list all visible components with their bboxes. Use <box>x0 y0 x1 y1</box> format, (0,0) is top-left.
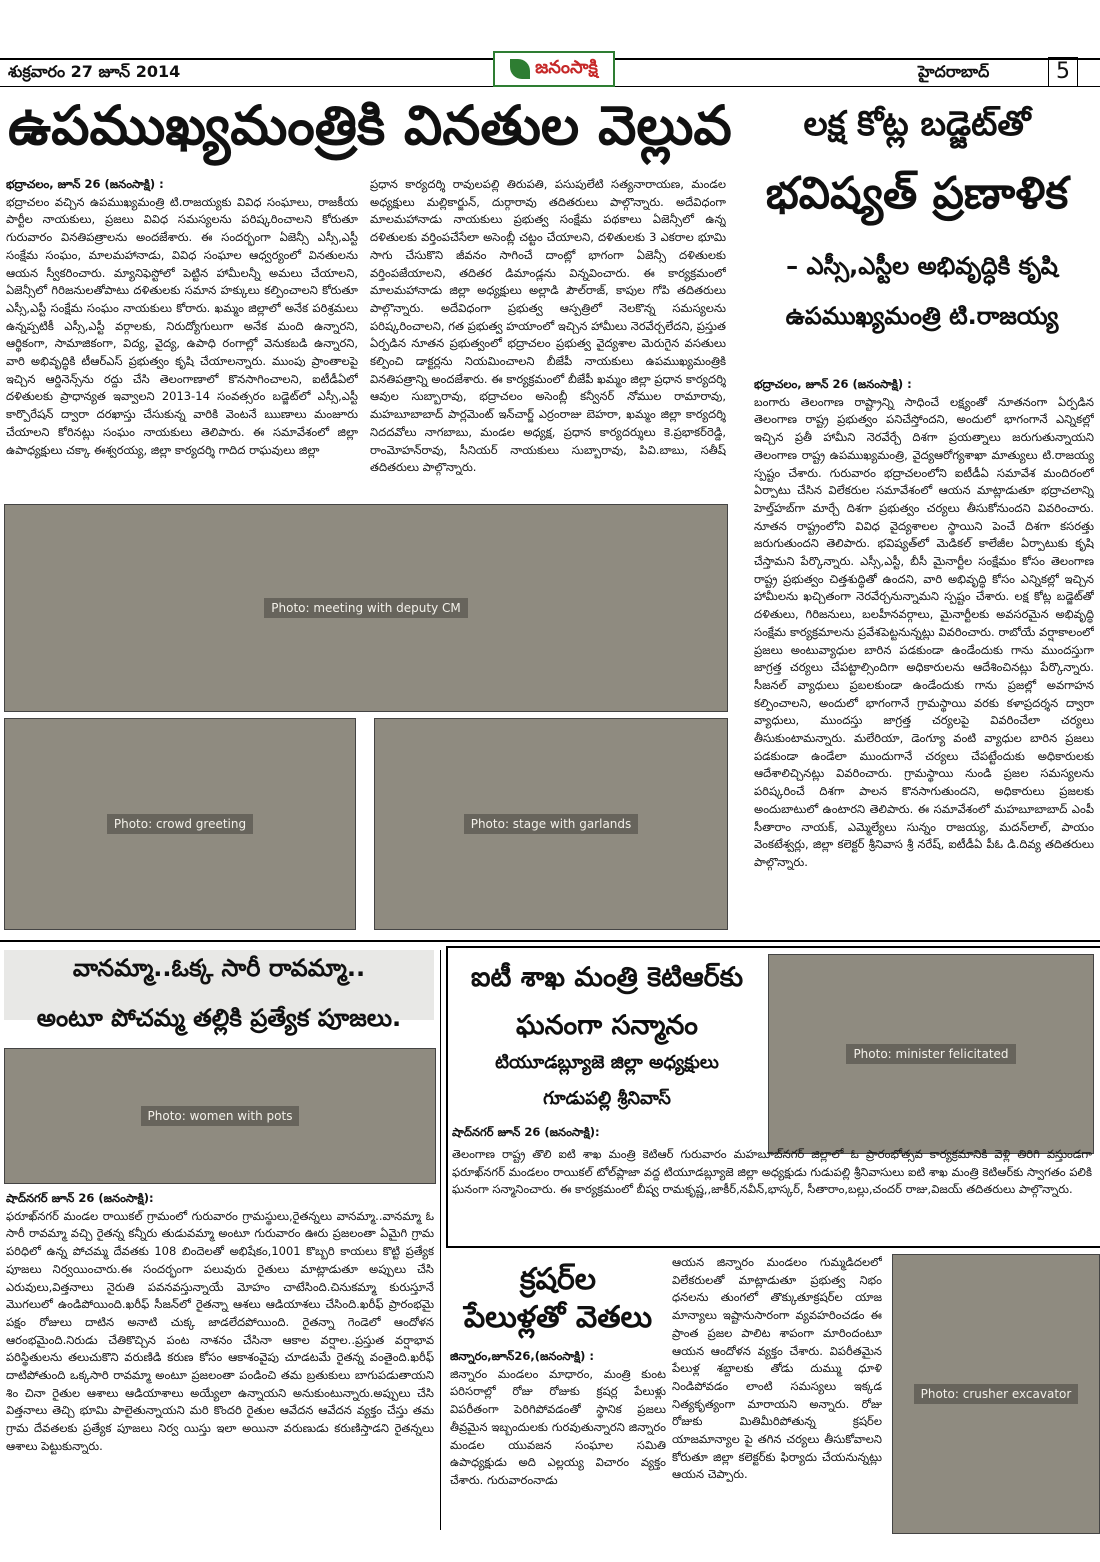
page-number: 5 <box>1048 57 1078 87</box>
ktr-headline-2: ఘనంగా సన్మానం <box>516 1010 698 1041</box>
bonalu-body-text: ఫరూఖ్‌నగర్ మండల రాయికల్ గ్రామంలో గురువారం గ్రామస్థులు,రైతన్నలు వానమ్మా..వానమ్మా ఓ సారీ రావమ్మా వచ్చి రైతన్న కన్నీరు తుడువమ్మా అంటూ గురువారం ఊరు ప్రజలంతా ఏమైగి గ్రామ పరిధిలో ఉన్న పోచమ్మ దేవతకు 108 బిందెలతో అభిషేకం,1001 కొబ్బరి కాయలు కొట్టి ప్రత్యేక పూజలు నిర్వయించారు.ఈ సందర్భంగా పలువురు రైతులు మాట్లాడుతూ అప్పులు చేసి ఎరువులు,విత్తనాలు నైరుతి పవనవస్తున్నాయే మోహం చాటేసింది.చినుకమ్మా కురుస్తూనే మొగలులో ఉండిపోయింది.ఖరీఫ్ సీజన్‌లో రైతన్నా ఆశలు ఆడియాశలు చేసింది.ఖరీఫ్ ప్రారంభమై పక్షం రోజులు దాటిన అనాటి చుక్క జాడలేదపోయింది. రైతన్నా గెండెలో ఆందోళన ఆరంభమైంది.నిరుడు చేతికొచ్చిన పంట నాశనం చేసినా ఆకాల వర్షాల..ప్రస్తుత వర్షాభావ పరిస్థితులను తలుచుకొని వరుణిడి కరుణ కోసం ఆకాశంవైపు చూడటమే రైతన్న వంతైంది.ఖరీఫ్ దాటిపోతుంది ఒక్కసారి రావమ్మా అంటూ ప్రజలంతా పండించి తమ బ్రతుకులు బాగుపడుతాయని శిం చినా రైతుల ఆశాలు ఆడియాశాలు అయ్యేలా ఉన్నాయని అనుకుంటున్నారు.అప్పులు చేసి విత్తనాలు తెచ్చి భూమి పాలైతున్నాయని మరి కొందరి రైతుల ఆవేదన ఆవేదన వ్యక్తం చేస్తు తమ గ్రామ దేవతలకు ప్రత్యేక పూజలు నిర్వ యిస్తు ఇలా అయినా వరుణుడు కరుణిస్తాడని రైతన్నలు ఆశాలు పెట్టుకున్నారు. <box>6 1208 434 1453</box>
side-headline-2: భవిష్యత్ ప్రణాళిక <box>765 168 1069 219</box>
lead-column-2 <box>370 176 726 494</box>
ktr-dateline: షాద్‌నగర్ జూన్ 26 (జనంసాక్షి): <box>452 1125 600 1139</box>
crusher-dateline: జిన్నారం,జూన్26,(జనంసాక్షి) : <box>450 1349 595 1363</box>
lead-col2-text: ప్రధాన కార్యదర్శి రావులపల్లి తిరుపతి, పసుపులేటి సత్యనారాయణ, మండల అధ్యక్షులు మల్లికార్జున్, దుర్గారావు తదితరులు పాల్గొన్నారు. అదేవిధంగా మాలమహానాడు నాయకులు ప్రభుత్వ సంక్షేమ పథకాలు ఏజెన్సీలో ఉన్న దళితులకు వర్తింపచేసేలా అసెంబ్లీ చట్టం చేయాలని, దళితులకు 3 ఎకరాల భూమి సాగు చేసుకొని జీవనం సాగించే దాంట్లో భాగంగా ఏజెన్సీ దళితులకు వర్తింపజేయాలని, తదితర డిమాండ్లను విన్నవించారు. ఈ కార్యక్రమంలో మాలమహానాడు జిల్లా అధ్యక్షులు అల్లాడి పౌల్‌రాజ్, కాపుల గోపి తదితరులు పాల్గొన్నారు. అదేవిధంగా ప్రభుత్వ ఆస్పత్రిలో నెలకొన్న సమస్యలను పరిష్కరించాలని, గత ప్రభుత్వ హయాంలో ఇచ్చిన హామీలు నెరవేర్చలేదని, ప్రస్తుత ఏర్పడిన నూతన ప్రభుత్వంలో భద్రాచలం ప్రభుత్వ వైద్యశాల మెరుగైన వసతులు కల్పించి డాక్టర్లను నియమించాలని బీజేపీ నాయకులు ఉపముఖ్యమంత్రికి వినతిపత్రాన్ని అందజేశారు. ఈ కార్యక్రమంలో బీజేపీ ఖమ్మం జిల్లా ప్రధాన కార్యదర్శి ఆవుల సుబ్బారావు, భద్రాచలం అసెంబ్లీ కన్వీనర్ నోముల రామారావు, మహబూబాబాద్ పార్లమెంట్ ఇన్‌చార్జ్ ఎర్రంరాజు బెహరా, ఖమ్మం జిల్లా కార్యదర్శి నిదదవోలు నాగబాబు, మండల అధ్యక్ష, ప్రధాన కార్యదర్శులు కె.ప్రభాకర్‌రెడ్డి, రాంమోహన్‌రావు, సీనియర్ నాయకులు సుబ్బారావు, పివి.బాబు, సతీష్ తదితరులు పాల్గొన్నారు. <box>370 177 726 475</box>
side-body-text: బంగారు తెలంగాణ రాష్ట్రాన్ని సాధించే లక్ష్యంతో నూతనంగా ఏర్పడిన తెలంగాణ రాష్ట్ర ప్రభుత్వం పనిచేస్తోందని, అందులో భాగంగానే ఎన్నికల్లో ఇచ్చిన ప్రతీ హామీని నెరవేర్చే దిశగా ప్రయత్నాలు జరుగుతున్నాయని తెలంగాణ రాష్ట్ర ఉపముఖ్యమంత్రి, వైద్యఆరోగ్యశాఖా మాత్యులు టి.రాజయ్య స్పష్టం చేశారు. గురువారం భద్రాచలంలోని ఐటీడీఏ సమావేశ మందిరంలో ఏర్పాటు చేసిన విలేకరుల సమావేశంలో ఆయన మాట్లాడుతూ భద్రాచలాన్ని హెల్త్‌హబ్‌గా మార్చే దిశగా ప్రభుత్వం చర్యలు తీసుకోనుందని వివరించారు. నూతన రాష్ట్రంలోని వివిధ వైద్యశాలల స్థాయిని పెంచే దిశగా కసరత్తు జరుగుతుందని తెలిపారు. భవిష్యత్‌లో మెడికల్ కాలేజీల ఏర్పాటుకు కృషి చేస్తామని పేర్కొన్నారు. ఎస్సీ,ఎస్టీ, బీసీ మైనార్టీల సంక్షేమం కోసం తెలంగాణ రాష్ట్ర ప్రభుత్వం చిత్తశుద్ధితో ఉందని, వారి అభివృద్ధి కోసం ఎన్నికల్లో ఇచ్చిన హామీలను ఖచ్చితంగా నెరవేర్చనున్నామని స్పష్టం చేశారు. లక్ష కోట్ల బడ్జెట్‌తో దళితులు, గిరిజనులు, బలహీనవర్గాలు, మైనార్టీలకు అవసరమైన అభివృద్ధి సంక్షేమ కార్యక్రమాలను ప్రవేశపెట్టనున్నట్లు వివరించారు. రాబోయే వర్షాకాలంలో ప్రజలు అంటువ్యాధుల బారిన పడకుండా ఉండేందుకు గాను ముందస్తుగా జాగ్రత్త చర్యలు చేపట్టాల్సిందిగా అధికారులను ఆదేశించినట్లు పేర్కొన్నారు. సీజనల్ వ్యాధులు ప్రబలకుండా ఉండేందుకు గాను ప్రజల్లో అవగాహన కల్పించాలని, అందులో భాగంగానే గ్రామస్థాయి వరకు కళాప్రదర్శన ద్వారా వ్యాధులు, ముందస్తు జాగ్రత్త చర్యలపై వివరించేలా చర్యలు తీసుకుంటామన్నారు. మలేరియా, డెంగ్యూ వంటి వ్యాధుల బారిన ప్రజలు పడకుండా ఉండేలా ముందుగానే చర్యలు చేపట్టేందుకు అధికారులకు ఆదేశాలిచ్చినట్లు వివరించారు. గ్రామస్థాయి నుండి ప్రజల సమస్యలను పరిష్కరించే దిశగా పాలన కొనసాగుతుందని, అధికారులు ప్రజలకు అందుబాటులో ఉంటారని తెలిపారు. ఈ సమావేశంలో మహబూబాబాద్ ఎంపీ సీతారాం నాయక్, ఎమ్మెల్యేలు సున్నం రాజయ్య, మదన్‌లాల్, పాయం వెంకటేశ్వర్లు, జిల్లా కలెక్టర్ శ్రీనివాస శ్రీ నరేష్, ఐటీడీఏ పీఓ డి.దివ్య తదితరులు పాల్గొన్నారు. <box>754 394 1094 869</box>
lead-col1-text: భద్రాచలం వచ్చిన ఉపముఖ్యమంత్రి టి.రాజయ్యకు వివిధ సంఘాలు, రాజకీయ పార్టీల నాయకులు, ప్రజలు వివిధ సమస్యలను పరిష్కరించాలని కోరుతూ గురువారం వినతిపత్రాలను అందజేశారు. ఈ సందర్భంగా ఏజెన్సీ ఎస్సీ,ఎస్టీ సంక్షేమ సంఘం, మాలమహానాడు, వివిధ సంఘాల ఆధ్వర్యంలో వినతులను ఆయన స్వీకరించారు. మ్యానిఫెస్టోలో పెట్టిన హామీలన్నీ అమలు చేయాలని, ఏజెన్సీలో గిరిజనులతోపాటు దళితులకు సమాన హక్కులు కల్పించాలని కోరుతూ ఎస్సీ,ఎస్టీ సంక్షేమ సంఘం నాయకులు కోరారు. ఖమ్మం జిల్లాలో అనేక పరిశ్రమలు ఉన్నప్పటికీ ఎస్సీ,ఎస్టీ వర్గాలకు, నిరుద్యోగులుగా అనేక మంది ఉన్నారని, ఆర్థికంగా, సామాజికంగా, విద్య, వైద్య, ఉపాధి రంగాల్లో వెనుకబడి ఉన్నారని, వారి అభివృద్ధికి టీఆర్ఎస్ ప్రభుత్వం కృషి చేయాలన్నారు. ముంపు ప్రాంతాలపై ఇచ్చిన ఆర్డినెన్స్‌ను రద్దు చేసి తెలంగాణాలో కొనసాగించాలని, ఐటీడీఏలో దళితులకు ప్రాధాన్యత ఇవ్వాలని 2013-14 సంవత్సరం బడ్జెట్‌లో ఎస్సీ,ఎస్టీ కార్పొరేషన్ ద్వారా దరఖాస్తు చేసుకున్న వారికి వెంటనే ఋణాలు మంజూరు చేయాలని కోరినట్లు సంఘం నాయకులు తెలిపారు. ఈ సమావేశంలో జిల్లా ఉపాధ్యక్షులు చక్కా ఈశ్వరయ్య, జిల్లా కార్యదర్శి గాదిద రాఘవులు జిల్లా <box>6 194 358 457</box>
lead-column-1 <box>6 176 358 494</box>
logo-text: జనంసాక్షి <box>535 56 598 78</box>
crowd-photo: Photo: crowd greeting <box>4 718 356 930</box>
bonalu-dateline: షాద్‌నగర్ జూన్ 26 (జనంసాక్షి): <box>6 1191 154 1205</box>
ktr-headline-1: ఐటీ శాఖ మంత్రి కెటిఆర్‌కు <box>470 962 744 993</box>
crusher-body-col1 <box>450 1348 666 1532</box>
crusher-headline-1: క్రషర్‌ల <box>519 1262 597 1297</box>
meeting-photo: Photo: meeting with deputy CM <box>4 504 728 712</box>
lead-headline: ఉపముఖ్యమంత్రికి వినతుల వెల్లువ <box>8 94 732 157</box>
crusher-body1-text: జిన్నారం మండలం మాధారం, మంత్రి కుంట పరిసరాల్లో రోజు రోజుకు క్రషర్ల పేలుళ్లు విపరీతంగా పెరిగిపోవడంతో స్థానిక ప్రజలు తీవ్రమైన ఇబ్బందులకు గురవుతున్నారని జిన్నారం మండల యువజన సంఘాల సమితి ఉపాధ్యక్షుడు అది ఎల్లయ్య విచారం వ్యక్తం చేశారు. గురువారంనాడు <box>450 1366 666 1487</box>
crusher-headline-2: పేలుళ్లతో వెతలు <box>463 1300 653 1335</box>
edition-city: హైదరాబాద్ <box>918 62 990 81</box>
women-photo: Photo: women with pots <box>4 1048 436 1184</box>
section-divider <box>0 940 1100 942</box>
crusher-body2-text: ఆయన జిన్నారం మండలం గుమ్మడిదలలో విలేకరులతో మాట్లాడుతూ ప్రభుత్వ నిభం ధనలను తుంగలో తొక్కుతూక్రషర్‌ల యాజ మాన్యాలు ఇష్టానుసారంగా వ్యవహరించడం ఈ ప్రాంత ప్రజల పాలిట శాపంగా మారిందంటూ ఆయన ఆందోళన వ్యక్తం చేశారు. విపరీతమైన పేలుళ్ల శబ్దాలకు తోడు దుమ్ము ధూళి నిండిపోవడం లాంటి సమస్యలు ఇక్కడ నిత్యకృత్యంగా మారాయని అన్నారు. రోజు రోజుకు మితిమీరిపోతున్న క్రషర్‌ల యాజమాన్యాల పై తగిన చర్యలు తీసుకోవాలని కోరుతూ జిల్లా కలెక్టర్‌కు ఫిర్యాదు చేయనున్నట్లు ఆయన చెప్పారు. <box>672 1255 882 1482</box>
ktr-subheadline-1: టియూడబ్ల్యూజె జిల్లా అధ్యక్షులు <box>495 1052 719 1073</box>
ktr-body <box>452 1146 1092 1238</box>
bonalu-headline-1: వానమ్మా..ఓక్క సారీ రావమ్మా.. <box>72 954 366 982</box>
side-subheadline-2: ఉపముఖ్యమంత్రి టి.రాజయ్య <box>785 302 1059 330</box>
newspaper-logo <box>493 51 615 87</box>
lead-dateline: భద్రాచలం, జూన్ 26 (జనంసాక్షి) : <box>6 177 164 191</box>
crusher-body-col2 <box>672 1254 882 1532</box>
column-rule <box>440 950 441 1530</box>
ktr-body-text: తెలంగాణ రాష్ట్ర తొలి ఐటి శాఖ మంత్రి కెటిఆర్ గురువారం మహబూబ్‌నగర్ జిల్లాలో ఓ ప్రారంభోత్సవ కార్యక్రమానికి వెళ్లి తిరిగి వస్తుండగా ఫరూఖ్‌నగర్ మండలం రాయికల్ టోల్‌ప్లాజా వద్ద టియూడబ్ల్యూజె జిల్లా అధ్యక్షుడు గుడుపల్లి శ్రీనివాసులు ఐటి శాఖ మంత్రి కెటిఆర్‌కు స్వాగతం పలికి ఘనంగా సన్మానించారు. ఈ కార్యక్రమంలో బీష్వ రామకృష్ణ,,జాకీర్,నవీన్,భాస్కర్, సీతారాం,బల్లు,చందర్ రాజు,విజయ్ తదితరులు పాల్గొన్నారు. <box>452 1147 1092 1197</box>
minister-photo: Photo: minister felicitated <box>768 954 1094 1154</box>
leaf-icon <box>510 59 530 79</box>
ktr-subheadline-2: గూడుపల్లి శ్రీనివాస్ <box>543 1088 671 1109</box>
side-story-body <box>754 376 1094 922</box>
issue-date: శుక్రవారం 27 జూన్ 2014 <box>8 62 181 81</box>
side-headline-1: లక్ష కోట్ల బడ్జెట్‌తో <box>803 104 1031 144</box>
bonalu-body <box>6 1190 434 1526</box>
side-dateline: భద్రాచలం, జూన్ 26 (జనంసాక్షి) : <box>754 377 912 391</box>
bonalu-headline-2: అంటూ పోచమ్మ తల్లికి ప్రత్యేక పూజలు. <box>36 1004 402 1032</box>
jcb-photo: Photo: crusher excavator <box>892 1254 1100 1534</box>
side-subheadline-1: – ఎస్సీ,ఎస్టీల అభివృద్ధికి కృషి <box>786 252 1058 280</box>
stage-photo: Photo: stage with garlands <box>374 718 728 930</box>
